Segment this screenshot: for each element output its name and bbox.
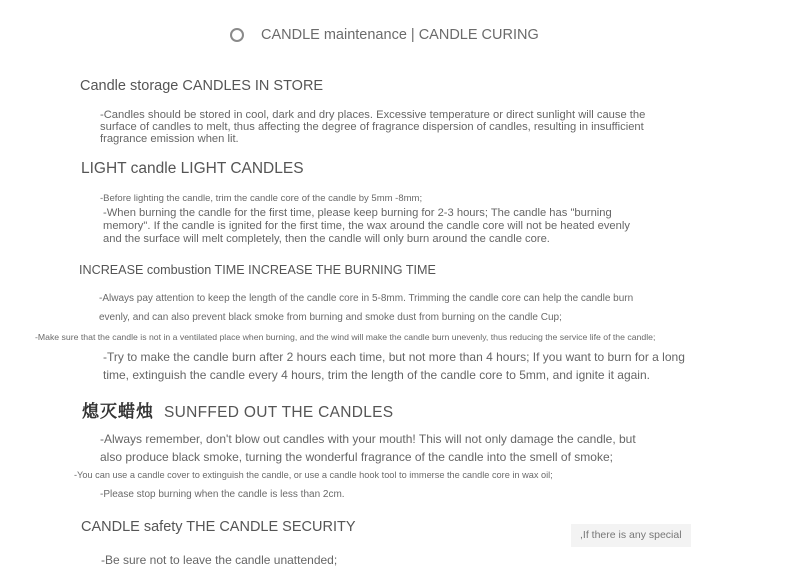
- storage-line-3: fragrance emission when lit.: [100, 133, 239, 145]
- page-title: [230, 27, 539, 43]
- increase-line-1b: evenly, and can also prevent black smoke from burning and smoke dust from burning on the candle Cup;: [99, 312, 562, 323]
- snuff-heading-cn: 熄灭蜡烛: [82, 402, 154, 422]
- storage-line-1: -Candles should be stored in cool, dark and dry places. Excessive temperature or direct sunlight will cause the: [100, 109, 646, 121]
- snuff-line-1a: -Always remember, don't blow out candles with your mouth! This will not only damage the candle, but: [100, 432, 636, 446]
- light-line-1: -Before lighting the candle, trim the candle core of the candle by 5mm -8mm;: [100, 193, 423, 204]
- safety-line-1: -Be sure not to leave the candle unattended;: [101, 553, 338, 567]
- light-line-2: -When burning the candle for the first time, please keep burning for 2-3 hours; The candle has "burning: [103, 207, 612, 219]
- snuff-heading-en: SUNFFED OUT THE CANDLES: [164, 404, 394, 421]
- increase-line-3b: time, extinguish the candle every 4 hours, trim the length of the candle core to 5mm, and ignite it again.: [103, 368, 650, 382]
- light-line-3: memory". If the candle is ignited for the first time, the wax around the candle core will not be heated evenly: [103, 220, 630, 232]
- snuff-line-2: -You can use a candle cover to extinguish the candle, or use a candle hook tool to immerse the candle core in wax oil;: [74, 470, 553, 480]
- increase-line-1a: -Always pay attention to keep the length of the candle core in 5-8mm. Trimming the candle core can help the candle burn: [99, 293, 634, 304]
- page-title-text: CANDLE maintenance | CANDLE CURING: [261, 27, 539, 43]
- light-heading: LIGHT candle LIGHT CANDLES: [81, 160, 304, 177]
- storage-heading: Candle storage CANDLES IN STORE: [80, 78, 324, 94]
- safety-note: ,If there is any special: [580, 529, 682, 541]
- safety-heading: CANDLE safety THE CANDLE SECURITY: [81, 519, 356, 535]
- increase-line-2: -Make sure that the candle is not in a ventilated place when burning, and the wind will make the candle burn unevenly, thus reducing the service life of the candle;: [35, 332, 656, 342]
- increase-heading: INCREASE combustion TIME INCREASE THE BURNING TIME: [79, 263, 436, 277]
- snuff-heading: [82, 397, 393, 422]
- storage-line-2: surface of candles to melt, thus affecting the degree of fragrance dispersion of candles, resulting in insufficient: [100, 121, 644, 133]
- snuff-line-1b: also produce black smoke, turning the wonderful fragrance of the candle into the smell of smoke;: [100, 450, 613, 464]
- light-line-4: and the surface will melt completely, then the candle will only burn around the candle core.: [103, 233, 550, 245]
- increase-line-3a: -Try to make the candle burn after 2 hours each time, but not more than 4 hours; If you want to burn for a long: [103, 350, 685, 364]
- snuff-line-3: -Please stop burning when the candle is less than 2cm.: [100, 489, 345, 500]
- circle-icon: [230, 28, 244, 42]
